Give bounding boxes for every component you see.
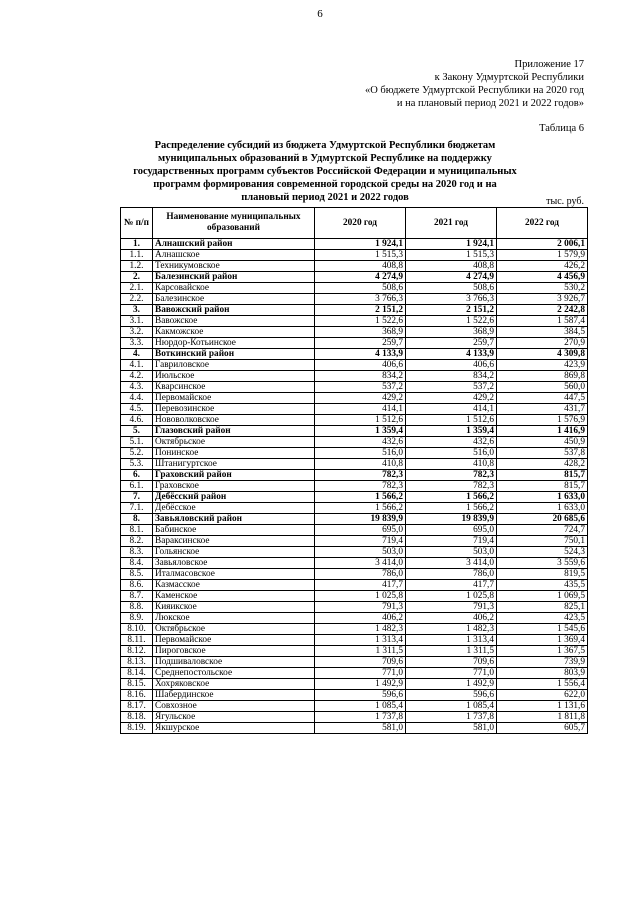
value-2022-cell: 537,8 [497,448,588,459]
document-title: Распределение субсидий из бюджета Удмуртской Республики бюджетам муниципальных образований в Удмуртской Республике на поддержку государственных программ субъектов Российской Федерации и муниципальных программ формирования современной городской среды на 2020 год и на плановый период 2021 и 2022 годов [133,140,517,203]
table-row [121,459,588,470]
value-2021-cell: 1 482,3 [406,624,497,635]
row-number-cell: 5.3. [121,459,153,470]
header-2021: 2021 год [406,208,497,239]
value-2020-cell: 429,2 [315,393,406,404]
table-row [121,503,588,514]
row-number-cell: 1.2. [121,261,153,272]
value-2021-cell: 3 766,3 [406,294,497,305]
row-number-cell: 6.1. [121,481,153,492]
value-2022-cell: 815,7 [497,481,588,492]
header-num: № п/п [121,208,153,239]
district-row [121,305,588,316]
row-name-cell: Какможское [153,327,315,338]
row-name-cell: Нюрдор-Котьинское [153,338,315,349]
table-row [121,580,588,591]
row-number-cell: 1. [121,239,153,250]
table-row [121,382,588,393]
row-number-cell: 8.6. [121,580,153,591]
table-row [121,635,588,646]
value-2020-cell: 1 737,8 [315,712,406,723]
value-2022-cell: 2 242,8 [497,305,588,316]
district-row [121,470,588,481]
value-2021-cell: 695,0 [406,525,497,536]
appendix-line: к Закону Удмуртской Республики [434,72,584,83]
table-row [121,558,588,569]
row-number-cell: 8.7. [121,591,153,602]
table-row [121,250,588,261]
row-name-cell: Бабинское [153,525,315,536]
value-2022-cell: 1 633,0 [497,492,588,503]
value-2021-cell: 259,7 [406,338,497,349]
district-row [121,426,588,437]
value-2021-cell: 782,3 [406,470,497,481]
page-number: 6 [317,8,323,20]
table-body [121,239,588,734]
row-name-cell: Якшурское [153,723,315,734]
row-name-cell: Ягульское [153,712,315,723]
value-2020-cell: 2 151,2 [315,305,406,316]
row-number-cell: 8.13. [121,657,153,668]
row-name-cell: Гавриловское [153,360,315,371]
row-name-cell: Воткинский район [153,349,315,360]
value-2022-cell: 803,9 [497,668,588,679]
row-name-cell: Подшиваловское [153,657,315,668]
value-2021-cell: 1 359,4 [406,426,497,437]
value-2020-cell: 3 414,0 [315,558,406,569]
value-2022-cell: 20 685,6 [497,514,588,525]
value-2022-cell: 524,3 [497,547,588,558]
row-name-cell: Глазовский район [153,426,315,437]
table-row [121,613,588,624]
value-2020-cell: 782,3 [315,470,406,481]
value-2022-cell: 1 633,0 [497,503,588,514]
table-row [121,701,588,712]
row-name-cell: Балезинский район [153,272,315,283]
value-2020-cell: 1 566,2 [315,503,406,514]
value-2022-cell: 560,0 [497,382,588,393]
table-row [121,569,588,580]
row-number-cell: 6. [121,470,153,481]
row-number-cell: 8.2. [121,536,153,547]
table-row [121,668,588,679]
value-2021-cell: 1 566,2 [406,503,497,514]
value-2021-cell: 1 311,5 [406,646,497,657]
value-2021-cell: 786,0 [406,569,497,580]
value-2022-cell: 815,7 [497,470,588,481]
row-name-cell: Кияикское [153,602,315,613]
value-2022-cell: 724,7 [497,525,588,536]
row-name-cell: Совхозное [153,701,315,712]
table-row [121,712,588,723]
value-2021-cell: 368,9 [406,327,497,338]
table-header-row [121,208,588,239]
row-name-cell: Техникумовское [153,261,315,272]
row-number-cell: 2.1. [121,283,153,294]
value-2022-cell: 739,9 [497,657,588,668]
district-row [121,349,588,360]
table-row [121,316,588,327]
row-name-cell: Октябрьское [153,624,315,635]
row-name-cell: Граховское [153,481,315,492]
value-2022-cell: 1 579,9 [497,250,588,261]
value-2020-cell: 596,6 [315,690,406,701]
value-2021-cell: 1 737,8 [406,712,497,723]
row-name-cell: Перевозинское [153,404,315,415]
value-2020-cell: 791,3 [315,602,406,613]
value-2020-cell: 410,8 [315,459,406,470]
value-2022-cell: 1 545,6 [497,624,588,635]
value-2021-cell: 1 924,1 [406,239,497,250]
value-2021-cell: 1 313,4 [406,635,497,646]
district-row [121,272,588,283]
header-name: Наименование муниципальных образований [153,208,315,239]
value-2020-cell: 1 313,4 [315,635,406,646]
value-2021-cell: 432,6 [406,437,497,448]
row-number-cell: 8.1. [121,525,153,536]
value-2022-cell: 530,2 [497,283,588,294]
row-number-cell: 8.3. [121,547,153,558]
value-2022-cell: 819,5 [497,569,588,580]
value-2022-cell: 450,9 [497,437,588,448]
value-2020-cell: 1 522,6 [315,316,406,327]
row-number-cell: 3.2. [121,327,153,338]
row-number-cell: 8.8. [121,602,153,613]
value-2020-cell: 408,8 [315,261,406,272]
value-2020-cell: 1 566,2 [315,492,406,503]
value-2021-cell: 503,0 [406,547,497,558]
row-number-cell: 3. [121,305,153,316]
value-2022-cell: 428,2 [497,459,588,470]
value-2021-cell: 782,3 [406,481,497,492]
row-name-cell: Казмасское [153,580,315,591]
value-2022-cell: 1 369,4 [497,635,588,646]
row-number-cell: 8.5. [121,569,153,580]
value-2021-cell: 417,7 [406,580,497,591]
value-2021-cell: 414,1 [406,404,497,415]
table-row [121,602,588,613]
table-row [121,360,588,371]
value-2022-cell: 869,8 [497,371,588,382]
row-number-cell: 8.12. [121,646,153,657]
value-2020-cell: 719,4 [315,536,406,547]
value-2020-cell: 1 515,3 [315,250,406,261]
row-name-cell: Каменское [153,591,315,602]
table-row [121,624,588,635]
value-2022-cell: 1 416,9 [497,426,588,437]
value-2021-cell: 537,2 [406,382,497,393]
value-2021-cell: 406,2 [406,613,497,624]
value-2021-cell: 516,0 [406,448,497,459]
value-2021-cell: 1 085,4 [406,701,497,712]
value-2021-cell: 791,3 [406,602,497,613]
row-name-cell: Италмасовское [153,569,315,580]
value-2022-cell: 426,2 [497,261,588,272]
value-2021-cell: 2 151,2 [406,305,497,316]
district-row [121,492,588,503]
row-number-cell: 8. [121,514,153,525]
value-2022-cell: 435,5 [497,580,588,591]
value-2020-cell: 1 025,8 [315,591,406,602]
value-2020-cell: 414,1 [315,404,406,415]
row-number-cell: 4.2. [121,371,153,382]
subsidies-table [120,207,588,734]
table-row [121,690,588,701]
value-2020-cell: 1 085,4 [315,701,406,712]
table-label: Таблица 6 [539,123,584,134]
table-row [121,591,588,602]
value-2020-cell: 259,7 [315,338,406,349]
value-2022-cell: 431,7 [497,404,588,415]
table-row [121,327,588,338]
value-2020-cell: 417,7 [315,580,406,591]
value-2021-cell: 4 274,9 [406,272,497,283]
value-2022-cell: 1 069,5 [497,591,588,602]
value-2021-cell: 508,6 [406,283,497,294]
value-2020-cell: 1 492,9 [315,679,406,690]
row-name-cell: Первомайское [153,635,315,646]
value-2021-cell: 1 492,9 [406,679,497,690]
value-2020-cell: 1 311,5 [315,646,406,657]
row-number-cell: 8.10. [121,624,153,635]
row-name-cell: Люкское [153,613,315,624]
value-2022-cell: 423,5 [497,613,588,624]
table-row [121,437,588,448]
value-2020-cell: 3 766,3 [315,294,406,305]
value-2020-cell: 406,6 [315,360,406,371]
table-row [121,283,588,294]
row-number-cell: 4. [121,349,153,360]
row-number-cell: 2.2. [121,294,153,305]
value-2022-cell: 825,1 [497,602,588,613]
row-name-cell: Первомайское [153,393,315,404]
row-number-cell: 8.19. [121,723,153,734]
value-2022-cell: 3 559,6 [497,558,588,569]
row-number-cell: 8.18. [121,712,153,723]
value-2020-cell: 516,0 [315,448,406,459]
row-number-cell: 8.17. [121,701,153,712]
value-2022-cell: 1 556,4 [497,679,588,690]
row-name-cell: Завьяловское [153,558,315,569]
value-2020-cell: 508,6 [315,283,406,294]
table-row [121,415,588,426]
value-2020-cell: 4 274,9 [315,272,406,283]
table-row [121,723,588,734]
value-2022-cell: 1 131,6 [497,701,588,712]
row-number-cell: 8.14. [121,668,153,679]
table-row [121,448,588,459]
row-name-cell: Алнашский район [153,239,315,250]
value-2020-cell: 782,3 [315,481,406,492]
table-row [121,393,588,404]
value-2022-cell: 3 926,7 [497,294,588,305]
value-2022-cell: 2 006,1 [497,239,588,250]
value-2022-cell: 423,9 [497,360,588,371]
row-name-cell: Кварсинское [153,382,315,393]
table-row [121,261,588,272]
value-2021-cell: 410,8 [406,459,497,470]
appendix-line: и на плановый период 2021 и 2022 годов» [396,98,584,109]
header-2020: 2020 год [315,208,406,239]
value-2020-cell: 4 133,9 [315,349,406,360]
value-2021-cell: 408,8 [406,261,497,272]
row-name-cell: Среднепостольское [153,668,315,679]
value-2021-cell: 4 133,9 [406,349,497,360]
value-2020-cell: 709,6 [315,657,406,668]
row-number-cell: 1.1. [121,250,153,261]
table-row [121,294,588,305]
row-name-cell: Балезинское [153,294,315,305]
row-name-cell: Карсовайское [153,283,315,294]
appendix-header [365,58,584,110]
row-number-cell: 5.1. [121,437,153,448]
row-name-cell: Штанигуртское [153,459,315,470]
header-2022: 2022 год [497,208,588,239]
value-2020-cell: 1 482,3 [315,624,406,635]
value-2022-cell: 1 811,8 [497,712,588,723]
table-row [121,338,588,349]
row-number-cell: 8.9. [121,613,153,624]
row-number-cell: 4.1. [121,360,153,371]
value-2020-cell: 581,0 [315,723,406,734]
value-2021-cell: 3 414,0 [406,558,497,569]
value-2021-cell: 581,0 [406,723,497,734]
row-number-cell: 4.4. [121,393,153,404]
value-2021-cell: 709,6 [406,657,497,668]
row-number-cell: 5.2. [121,448,153,459]
row-name-cell: Граховский район [153,470,315,481]
row-name-cell: Вавожский район [153,305,315,316]
value-2022-cell: 4 309,8 [497,349,588,360]
row-name-cell: Октябрьское [153,437,315,448]
value-2021-cell: 1 522,6 [406,316,497,327]
value-2022-cell: 447,5 [497,393,588,404]
value-2020-cell: 537,2 [315,382,406,393]
value-2022-cell: 605,7 [497,723,588,734]
row-name-cell: Пироговское [153,646,315,657]
appendix-line: Приложение 17 [514,59,584,70]
row-name-cell: Нововолковское [153,415,315,426]
value-2020-cell: 1 512,6 [315,415,406,426]
row-name-cell: Июльское [153,371,315,382]
row-name-cell: Алнашское [153,250,315,261]
value-2020-cell: 1 359,4 [315,426,406,437]
row-name-cell: Хохряковское [153,679,315,690]
row-number-cell: 8.11. [121,635,153,646]
row-number-cell: 3.3. [121,338,153,349]
row-name-cell: Гольянское [153,547,315,558]
table-row [121,679,588,690]
table-row [121,481,588,492]
district-row [121,514,588,525]
table-row [121,657,588,668]
value-2020-cell: 1 924,1 [315,239,406,250]
value-2022-cell: 270,9 [497,338,588,349]
value-2021-cell: 771,0 [406,668,497,679]
value-2020-cell: 695,0 [315,525,406,536]
table-row [121,536,588,547]
row-number-cell: 8.15. [121,679,153,690]
value-2020-cell: 368,9 [315,327,406,338]
value-2021-cell: 19 839,9 [406,514,497,525]
value-2020-cell: 432,6 [315,437,406,448]
row-number-cell: 5. [121,426,153,437]
row-name-cell: Шабердинское [153,690,315,701]
value-2020-cell: 503,0 [315,547,406,558]
row-name-cell: Вараксинское [153,536,315,547]
row-name-cell: Вавожское [153,316,315,327]
table-row [121,404,588,415]
value-2021-cell: 719,4 [406,536,497,547]
row-number-cell: 2. [121,272,153,283]
row-name-cell: Дебёсское [153,503,315,514]
row-number-cell: 8.16. [121,690,153,701]
value-2021-cell: 429,2 [406,393,497,404]
value-2020-cell: 834,2 [315,371,406,382]
value-2021-cell: 596,6 [406,690,497,701]
value-2021-cell: 1 025,8 [406,591,497,602]
value-2021-cell: 1 512,6 [406,415,497,426]
value-2022-cell: 1 576,9 [497,415,588,426]
units-label: тыс. руб. [546,196,584,207]
row-number-cell: 4.5. [121,404,153,415]
table-row [121,371,588,382]
value-2021-cell: 834,2 [406,371,497,382]
row-number-cell: 7. [121,492,153,503]
value-2022-cell: 622,0 [497,690,588,701]
row-number-cell: 4.6. [121,415,153,426]
district-row [121,239,588,250]
value-2022-cell: 1 587,4 [497,316,588,327]
row-number-cell: 8.4. [121,558,153,569]
row-name-cell: Завьяловский район [153,514,315,525]
value-2022-cell: 4 456,9 [497,272,588,283]
value-2022-cell: 750,1 [497,536,588,547]
value-2020-cell: 406,2 [315,613,406,624]
row-name-cell: Понинское [153,448,315,459]
value-2021-cell: 406,6 [406,360,497,371]
table-row [121,646,588,657]
value-2022-cell: 384,5 [497,327,588,338]
row-number-cell: 3.1. [121,316,153,327]
value-2021-cell: 1 515,3 [406,250,497,261]
row-number-cell: 7.1. [121,503,153,514]
table-row [121,525,588,536]
value-2020-cell: 19 839,9 [315,514,406,525]
row-name-cell: Дебёсский район [153,492,315,503]
appendix-line: «О бюджете Удмуртской Республики на 2020 год [364,85,584,96]
value-2022-cell: 1 367,5 [497,646,588,657]
value-2020-cell: 771,0 [315,668,406,679]
value-2020-cell: 786,0 [315,569,406,580]
row-number-cell: 4.3. [121,382,153,393]
value-2021-cell: 1 566,2 [406,492,497,503]
table-row [121,547,588,558]
